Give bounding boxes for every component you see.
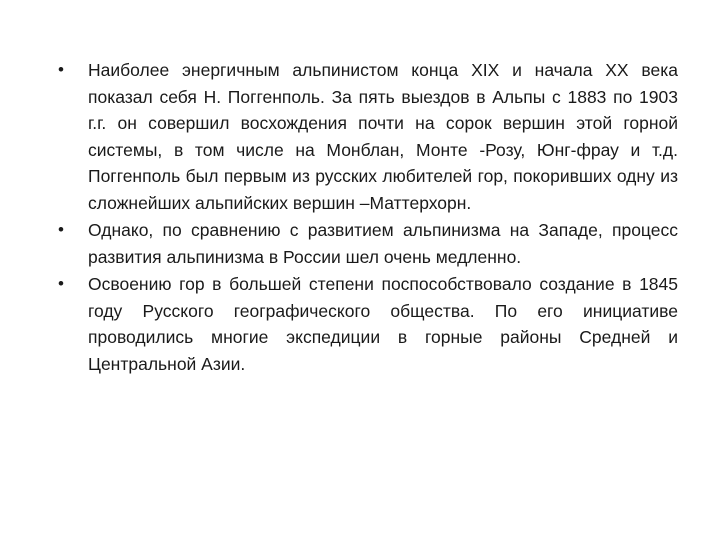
- bullet-icon: •: [58, 274, 64, 293]
- bullet-icon: •: [58, 220, 64, 239]
- bullet-text-1: Наиболее энергичным альпинистом конца XIX и начала XX века показал себя Н. Поггенполь. За пять выездов в Альпы с 1883 по 1903 г.г. он совершил восхождения почти на сорок вершин этой горной системы, в том числе на Монблан, Монте -Розу, Юнг-фрау и т.д. Поггенполь был первым из русских любителей гор, покоривших одну из сложнейших альпийских вершин –Маттерхорн.: [88, 60, 678, 213]
- bullet-text-3: Освоению гор в большей степени поспособствовало создание в 1845 году Русского географического общества. По его инициативе проводились многие экспедиции в горные районы Средней и Центральной Азии.: [88, 274, 678, 374]
- bullet-text-2: Однако, по сравнению с развитием альпинизма на Западе, процесс развития альпинизма в России шел очень медленно.: [88, 220, 678, 267]
- bullet-item-3: [58, 271, 678, 377]
- bullet-item-2: [58, 217, 678, 270]
- bullet-icon: •: [58, 60, 64, 79]
- bullet-item-1: [58, 57, 678, 216]
- bullet-list: [58, 57, 678, 378]
